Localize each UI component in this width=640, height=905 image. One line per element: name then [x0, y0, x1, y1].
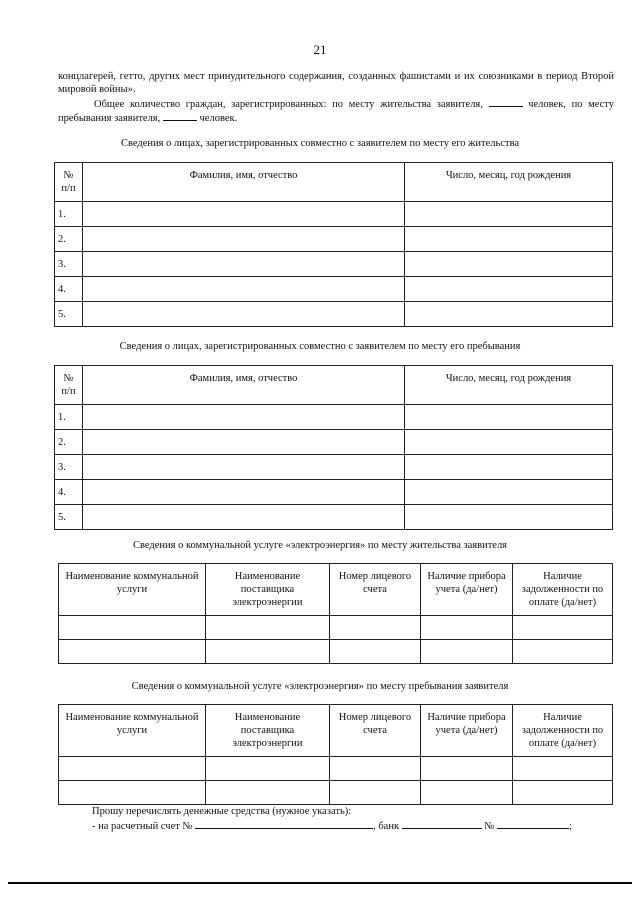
table-row — [55, 277, 613, 302]
meter-cell[interactable] — [421, 616, 513, 640]
end-mark: ; — [568, 821, 572, 832]
header-account-number: Номер лицевого счета — [330, 705, 421, 757]
registered-count-text-2: человек, по месту пребывания заявителя, — [58, 99, 615, 124]
account-number-cell[interactable] — [330, 757, 421, 781]
registered-count-text-3: человек. — [199, 113, 238, 124]
table-row — [55, 252, 613, 277]
account-number-blank[interactable] — [195, 819, 373, 829]
full-name-cell[interactable] — [83, 202, 405, 227]
header-service-name: Наименование коммунальной услуги — [59, 564, 206, 616]
debt-cell[interactable] — [513, 640, 613, 664]
meter-cell[interactable] — [421, 640, 513, 664]
birth-date-cell[interactable] — [405, 480, 613, 505]
full-name-cell[interactable] — [83, 405, 405, 430]
birth-date-cell[interactable] — [405, 430, 613, 455]
row-number: 3. — [55, 252, 83, 277]
row-number: 2. — [55, 227, 83, 252]
full-name-cell[interactable] — [83, 430, 405, 455]
bank-label: , банк — [373, 821, 400, 832]
header-birth-date: Число, месяц, год рождения — [405, 366, 613, 405]
intro-paragraph: концлагерей, гетто, других мест принудительного содержания, созданных фашистами и их союзниками в период Второй мировой войны». — [58, 71, 614, 95]
stay-electricity-table — [58, 704, 613, 805]
account-label: - на расчетный счет № — [92, 821, 193, 832]
stay-persons-caption: Сведения о лицах, зарегистрированных совместно с заявителем по месту его пребывания — [119, 341, 521, 352]
bank-account-line — [92, 819, 572, 832]
header-number: № п/п — [55, 366, 83, 405]
registered-count-paragraph — [58, 97, 614, 125]
header-supplier: Наименование поставщика электроэнергии — [206, 705, 330, 757]
payment-request-line: Прошу перечислять денежные средства (нужное указать): — [92, 806, 352, 817]
header-service-name: Наименование коммунальной услуги — [59, 705, 206, 757]
bottom-rule — [8, 882, 632, 884]
debt-cell[interactable] — [513, 781, 613, 805]
table-header-row — [55, 163, 613, 202]
table-header-row — [55, 366, 613, 405]
header-meter: Наличие прибора учета (да/нет) — [421, 564, 513, 616]
row-number: 1. — [55, 202, 83, 227]
account-number-cell[interactable] — [330, 616, 421, 640]
header-full-name: Фамилия, имя, отчество — [83, 163, 405, 202]
header-supplier: Наименование поставщика электроэнергии — [206, 564, 330, 616]
header-debt: Наличие задолженности по оплате (да/нет) — [513, 705, 613, 757]
full-name-cell[interactable] — [83, 455, 405, 480]
full-name-cell[interactable] — [83, 277, 405, 302]
birth-date-cell[interactable] — [405, 302, 613, 327]
table-header-row — [59, 705, 613, 757]
service-name-cell[interactable] — [59, 781, 206, 805]
table-row — [55, 227, 613, 252]
table-row — [59, 781, 613, 805]
residence-electricity-table — [58, 563, 613, 664]
birth-date-cell[interactable] — [405, 252, 613, 277]
supplier-cell[interactable] — [206, 757, 330, 781]
table-row — [55, 505, 613, 530]
page-number: 21 — [313, 42, 327, 57]
full-name-cell[interactable] — [83, 480, 405, 505]
full-name-cell[interactable] — [83, 302, 405, 327]
meter-cell[interactable] — [421, 757, 513, 781]
table-row — [55, 405, 613, 430]
service-name-cell[interactable] — [59, 640, 206, 664]
row-number: 5. — [55, 302, 83, 327]
header-debt: Наличие задолженности по оплате (да/нет) — [513, 564, 613, 616]
full-name-cell[interactable] — [83, 505, 405, 530]
birth-date-cell[interactable] — [405, 227, 613, 252]
full-name-cell[interactable] — [83, 252, 405, 277]
account-number-cell[interactable] — [330, 781, 421, 805]
table-row — [55, 430, 613, 455]
table-row — [55, 202, 613, 227]
bank-name-blank[interactable] — [402, 819, 482, 829]
table-row — [55, 480, 613, 505]
debt-cell[interactable] — [513, 757, 613, 781]
row-number: 4. — [55, 480, 83, 505]
birth-date-cell[interactable] — [405, 455, 613, 480]
stay-electricity-caption: Сведения о коммунальной услуге «электроэнергия» по месту пребывания заявителя — [131, 681, 509, 692]
residence-persons-table — [54, 162, 613, 327]
row-number: 1. — [55, 405, 83, 430]
birth-date-cell[interactable] — [405, 405, 613, 430]
table-row — [55, 302, 613, 327]
header-meter: Наличие прибора учета (да/нет) — [421, 705, 513, 757]
row-number: 5. — [55, 505, 83, 530]
header-account-number: Номер лицевого счета — [330, 564, 421, 616]
bank-number-blank[interactable] — [497, 819, 569, 829]
residence-count-blank[interactable] — [489, 97, 523, 107]
supplier-cell[interactable] — [206, 616, 330, 640]
birth-date-cell[interactable] — [405, 202, 613, 227]
header-full-name: Фамилия, имя, отчество — [83, 366, 405, 405]
row-number: 2. — [55, 430, 83, 455]
table-header-row — [59, 564, 613, 616]
service-name-cell[interactable] — [59, 757, 206, 781]
full-name-cell[interactable] — [83, 227, 405, 252]
meter-cell[interactable] — [421, 781, 513, 805]
registered-count-text-1: Общее количество граждан, зарегистрированных: по месту жительства заявителя, — [94, 99, 483, 110]
supplier-cell[interactable] — [206, 781, 330, 805]
header-birth-date: Число, месяц, год рождения — [405, 163, 613, 202]
number-label: № — [484, 821, 495, 832]
service-name-cell[interactable] — [59, 616, 206, 640]
supplier-cell[interactable] — [206, 640, 330, 664]
table-row — [59, 616, 613, 640]
birth-date-cell[interactable] — [405, 505, 613, 530]
debt-cell[interactable] — [513, 616, 613, 640]
table-row — [59, 640, 613, 664]
table-row — [59, 757, 613, 781]
residence-electricity-caption: Сведения о коммунальной услуге «электроэнергия» по месту жительства заявителя — [132, 540, 508, 551]
birth-date-cell[interactable] — [405, 277, 613, 302]
header-number: № п/п — [55, 163, 83, 202]
account-number-cell[interactable] — [330, 640, 421, 664]
table-row — [55, 455, 613, 480]
stay-count-blank[interactable] — [163, 111, 197, 121]
row-number: 4. — [55, 277, 83, 302]
residence-persons-caption: Сведения о лицах, зарегистрированных совместно с заявителем по месту его жительства — [120, 138, 520, 149]
stay-persons-table — [54, 365, 613, 530]
row-number: 3. — [55, 455, 83, 480]
